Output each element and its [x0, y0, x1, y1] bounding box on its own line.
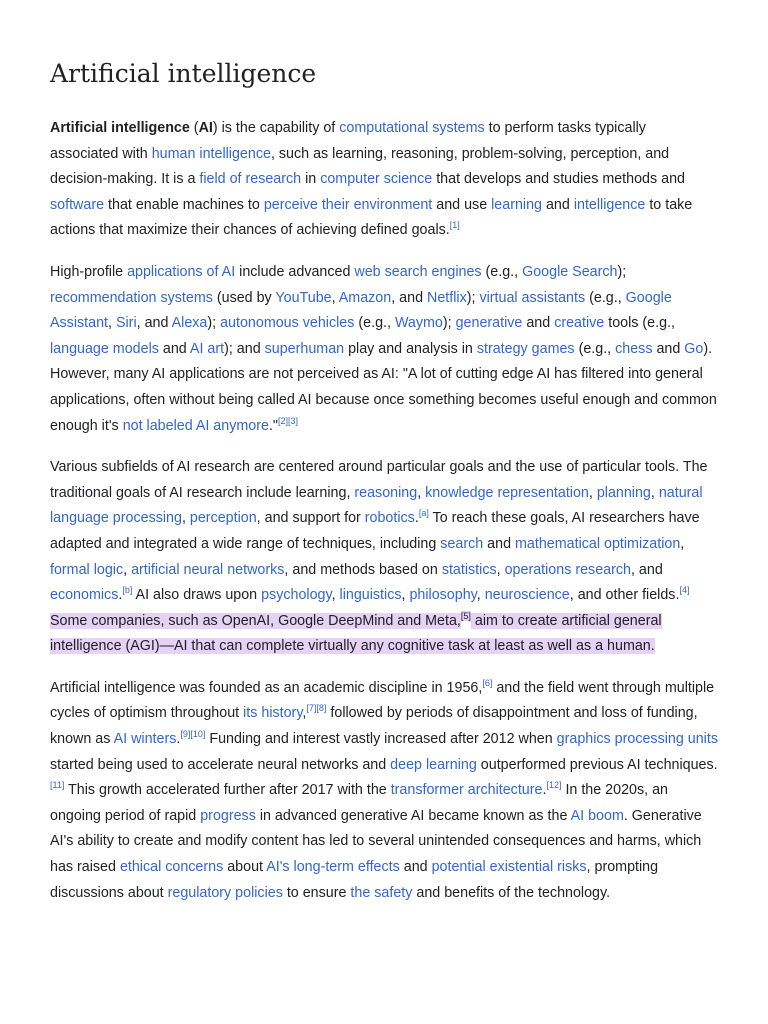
- text: );: [207, 315, 221, 332]
- link-generative[interactable]: generative: [455, 315, 523, 332]
- text: . Generative AI's ability to create and modify content has led to several unintended consequences and harms, which has raised: [50, 807, 702, 876]
- text: (e.g.,: [585, 289, 626, 306]
- link-formal-logic[interactable]: formal logic: [50, 561, 124, 578]
- text: AI also draws upon: [132, 587, 262, 604]
- link-perceive-environment[interactable]: perceive their environment: [263, 196, 433, 213]
- link-economics[interactable]: economics: [50, 587, 119, 604]
- text: ,: [302, 705, 307, 722]
- link-language-models[interactable]: language models: [50, 340, 159, 357]
- link-operations-research[interactable]: operations research: [504, 561, 631, 578]
- highlighted-text: Some companies, such as OpenAI, Google DeepMind and Meta,: [50, 612, 461, 629]
- text: This growth accelerated further after 2017 with the: [64, 782, 391, 799]
- link-human-intelligence[interactable]: human intelligence: [151, 145, 271, 162]
- citation[interactable]: [482, 678, 492, 688]
- text: ). However, many AI applications are not perceived as AI: "A lot of cutting edge AI has filtered into general applications, often without being called AI because once something becomes useful enough and common enough it's: [50, 340, 717, 434]
- link-robotics[interactable]: robotics: [364, 510, 415, 527]
- text: and: [542, 196, 574, 213]
- text: In the 2020s, an ongoing period of rapid: [50, 782, 668, 824]
- paragraph-intro: [50, 116, 718, 244]
- text: play and analysis in: [344, 340, 477, 357]
- citation-link[interactable]: [8]: [316, 703, 327, 714]
- text: Various subfields of AI research are centered around particular goals and the use of particular tools. The traditional goals of AI research include learning,: [50, 459, 708, 501]
- bold-term: AI: [198, 120, 213, 136]
- citation-link[interactable]: [b]: [122, 585, 133, 596]
- text: ) is the capability of: [212, 120, 340, 136]
- text: ,: [123, 561, 132, 578]
- text: started being used to accelerate neural networks and: [50, 756, 391, 773]
- citation[interactable]: [546, 780, 561, 790]
- text: ,: [650, 484, 659, 501]
- text: and use: [432, 196, 492, 213]
- citation-link[interactable]: [9]: [180, 729, 191, 740]
- link-regulatory-policies[interactable]: regulatory policies: [167, 884, 283, 901]
- link-the-safety[interactable]: the safety: [350, 884, 413, 901]
- citation[interactable]: [450, 221, 460, 231]
- link-search[interactable]: search: [440, 535, 484, 552]
- link-knowledge-representation[interactable]: knowledge representation: [425, 484, 589, 501]
- link-google-search[interactable]: Google Search: [522, 263, 618, 280]
- text: .: [118, 587, 123, 604]
- text: about: [223, 859, 267, 876]
- link-applications-of-ai[interactable]: applications of AI: [127, 263, 236, 280]
- link-neuroscience[interactable]: neuroscience: [484, 587, 570, 604]
- link-linguistics[interactable]: linguistics: [339, 587, 402, 604]
- text: );: [466, 289, 480, 306]
- link-nlp[interactable]: natural language processing: [50, 484, 703, 527]
- text: .": [268, 417, 278, 434]
- text: (e.g.,: [354, 315, 395, 332]
- text: ,: [331, 587, 340, 604]
- bold-term: Artificial intelligence: [50, 120, 190, 136]
- paragraph-applications: [50, 260, 718, 439]
- citation-link[interactable]: [7]: [306, 703, 317, 714]
- text: tools (e.g.,: [604, 315, 675, 332]
- citation-link[interactable]: [10]: [190, 729, 206, 740]
- link-intelligence[interactable]: intelligence: [573, 196, 646, 213]
- text: (e.g.,: [574, 340, 616, 357]
- link-go[interactable]: Go: [684, 340, 704, 357]
- citation-link[interactable]: [3]: [288, 415, 299, 426]
- citation-link[interactable]: [5]: [460, 610, 471, 621]
- link-creative[interactable]: creative: [554, 315, 605, 332]
- citation-link[interactable]: [a]: [418, 508, 429, 519]
- text: and benefits of the technology.: [412, 884, 611, 901]
- text: , and support for: [256, 510, 365, 527]
- citation-link[interactable]: [12]: [546, 780, 562, 791]
- paragraph-history: [50, 676, 718, 906]
- link-web-search-engines[interactable]: web search engines: [354, 263, 482, 280]
- text: to take actions that maximize their chances of achieving defined goals.: [50, 196, 693, 239]
- text: ,: [331, 289, 339, 306]
- text: followed by periods of disappointment and loss of funding, known as: [50, 705, 698, 748]
- citation-link[interactable]: [2]: [278, 415, 289, 426]
- link-psychology[interactable]: psychology: [261, 587, 332, 604]
- link-alexa[interactable]: Alexa: [171, 315, 208, 332]
- text: ); and: [224, 340, 265, 357]
- text: High-profile: [50, 263, 128, 280]
- text: include advanced: [235, 263, 355, 280]
- citation-link[interactable]: [6]: [482, 678, 493, 689]
- text: ,: [680, 535, 685, 552]
- link-its-history[interactable]: its history: [243, 705, 303, 722]
- citation[interactable]: [679, 585, 689, 595]
- paragraph-subfields: [50, 455, 718, 660]
- citation[interactable]: [461, 611, 471, 621]
- link-virtual-assistants[interactable]: virtual assistants: [479, 289, 586, 306]
- link-statistics[interactable]: statistics: [441, 561, 497, 578]
- text: outperformed previous AI techniques.: [476, 756, 718, 773]
- text: ,: [108, 315, 116, 332]
- text: Funding and interest vastly increased after 2012 when: [205, 731, 557, 748]
- text: (used by: [212, 289, 276, 306]
- citation[interactable]: [278, 416, 298, 426]
- link-netflix[interactable]: Netflix: [427, 289, 467, 306]
- link-artificial-neural-networks[interactable]: artificial neural networks: [131, 561, 285, 578]
- text: and: [483, 535, 516, 552]
- text: ,: [476, 587, 485, 604]
- text: , and: [630, 561, 663, 578]
- link-computer-science[interactable]: computer science: [320, 171, 433, 188]
- text: , such as learning, reasoning, problem-solving, perception, and decision-making. It is a: [50, 145, 670, 188]
- text: to perform tasks typically associated with: [50, 120, 646, 162]
- text: .: [176, 731, 181, 748]
- text: and the field went through multiple cycles of optimism throughout: [50, 679, 715, 722]
- text: ,: [181, 510, 190, 527]
- text: to ensure: [282, 884, 351, 901]
- text: , and methods based on: [284, 561, 442, 578]
- link-perception[interactable]: perception: [189, 510, 257, 527]
- link-computational-systems[interactable]: computational systems: [339, 120, 485, 136]
- text: );: [617, 263, 627, 280]
- text: and: [652, 340, 685, 357]
- link-planning[interactable]: planning: [596, 484, 651, 501]
- text: and: [399, 859, 432, 876]
- link-not-labeled-ai[interactable]: not labeled AI anymore: [122, 417, 269, 434]
- citation-link[interactable]: [11]: [50, 780, 65, 791]
- text: that develops and studies methods and: [432, 171, 685, 188]
- citation[interactable]: [50, 780, 64, 790]
- text: To reach these goals, AI researchers have adapted and integrated a wide range of techniques, including: [50, 510, 700, 552]
- link-transformer-architecture[interactable]: transformer architecture: [390, 782, 543, 799]
- citation[interactable]: [122, 585, 132, 595]
- text: ,: [496, 561, 505, 578]
- highlighted-text: aim to create artificial general intelligence (AGI)—AI that can complete virtually any cognitive task at least as well as a human.: [50, 612, 662, 655]
- citation[interactable]: [180, 729, 205, 739]
- link-amazon[interactable]: Amazon: [338, 289, 392, 306]
- text: ,: [401, 587, 410, 604]
- text: , prompting discussions about: [50, 859, 659, 901]
- link-learning[interactable]: learning: [491, 196, 542, 213]
- link-waymo[interactable]: Waymo: [394, 315, 443, 332]
- text: in: [301, 171, 321, 188]
- text: and: [522, 315, 555, 332]
- text: .: [542, 782, 547, 799]
- citation-link[interactable]: [4]: [679, 585, 690, 596]
- link-recommendation-systems[interactable]: recommendation systems: [50, 289, 213, 306]
- link-ai-winters[interactable]: AI winters: [113, 731, 177, 748]
- link-youtube[interactable]: YouTube: [275, 289, 332, 306]
- link-google-assistant[interactable]: Google Assistant: [50, 289, 672, 332]
- link-software[interactable]: software: [50, 196, 105, 213]
- page-title: Artificial intelligence: [50, 59, 317, 88]
- link-autonomous-vehicles[interactable]: autonomous vehicles: [220, 315, 355, 332]
- link-ai-art[interactable]: AI art: [189, 340, 225, 357]
- text: ,: [417, 484, 426, 501]
- text: that enable machines to: [104, 196, 264, 213]
- link-philosophy[interactable]: philosophy: [409, 587, 477, 604]
- citation-link[interactable]: [1]: [449, 220, 460, 231]
- text: , and: [136, 315, 172, 332]
- link-superhuman[interactable]: superhuman: [264, 340, 345, 357]
- citation[interactable]: [306, 704, 326, 714]
- text: (e.g.,: [481, 263, 523, 280]
- link-deep-learning[interactable]: deep learning: [390, 756, 477, 773]
- link-existential-risks[interactable]: potential existential risks: [431, 859, 587, 876]
- citation[interactable]: [419, 509, 429, 519]
- text: (: [189, 120, 199, 136]
- link-siri[interactable]: Siri: [115, 315, 137, 332]
- text: , and: [391, 289, 427, 306]
- text: and: [158, 340, 190, 357]
- text: in advanced generative AI became known as the: [255, 807, 571, 824]
- link-reasoning[interactable]: reasoning: [354, 484, 418, 501]
- link-mathematical-optimization[interactable]: mathematical optimization: [515, 535, 681, 552]
- link-strategy-games[interactable]: strategy games: [476, 340, 575, 357]
- link-ai-boom[interactable]: AI boom: [570, 807, 624, 824]
- text: ,: [588, 484, 597, 501]
- link-gpus[interactable]: graphics processing units: [556, 731, 718, 748]
- text: );: [442, 315, 456, 332]
- text: Artificial intelligence was founded as an academic discipline in 1956,: [50, 679, 483, 696]
- link-chess[interactable]: chess: [615, 340, 653, 357]
- link-ethical-concerns[interactable]: ethical concerns: [119, 859, 224, 876]
- text: .: [414, 510, 419, 527]
- link-field-of-research[interactable]: field of research: [199, 171, 302, 188]
- text: , and other fields.: [569, 587, 680, 604]
- link-progress[interactable]: progress: [200, 807, 256, 824]
- link-long-term-effects[interactable]: AI's long-term effects: [266, 859, 400, 876]
